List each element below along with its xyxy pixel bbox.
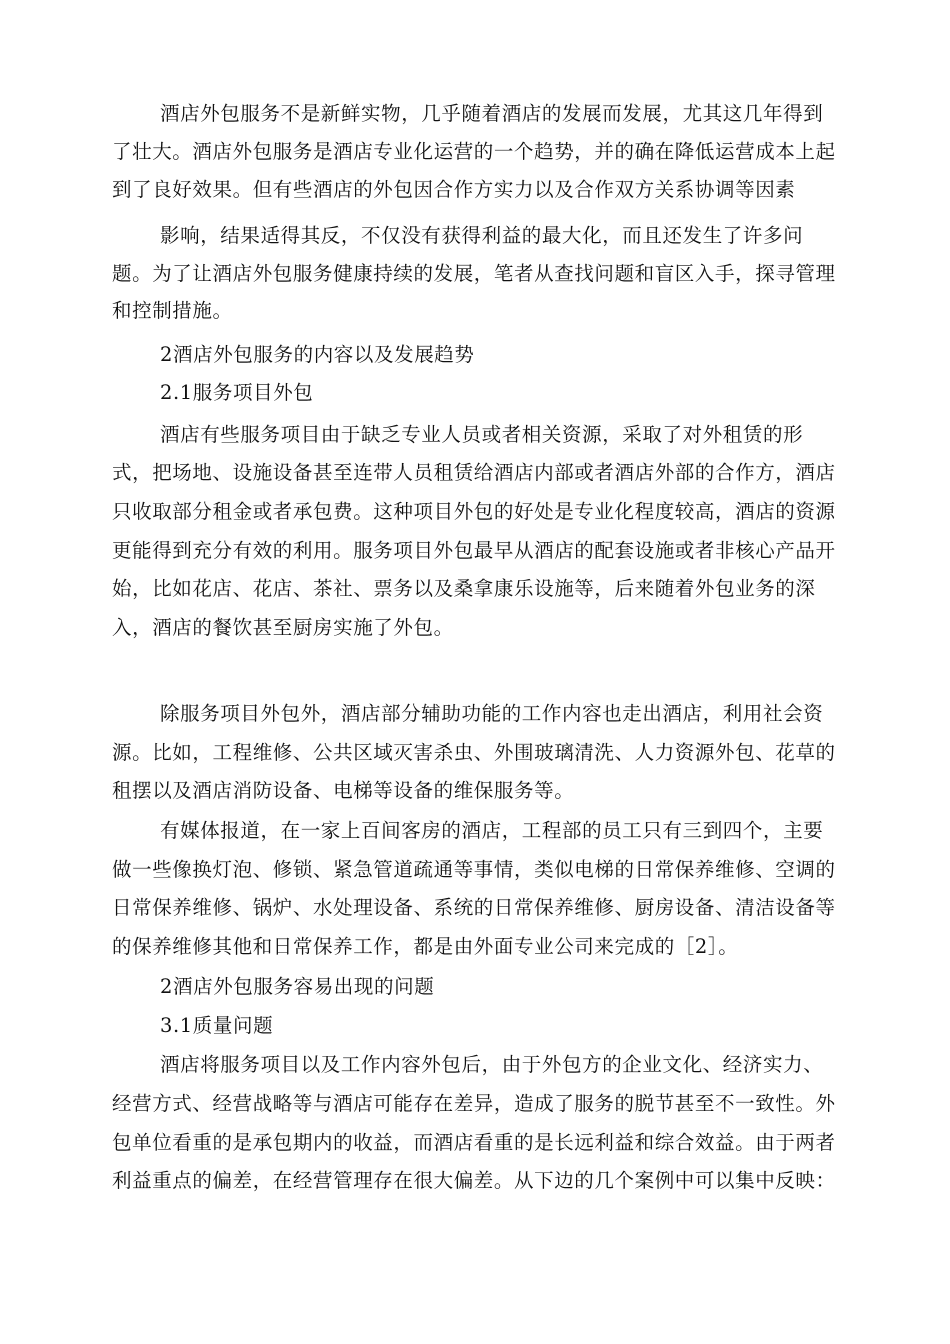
paragraph-line: 有媒体报道，在一家上百间客房的酒店，工程部的员工只有三到四个，主要 bbox=[160, 819, 824, 842]
paragraph-line: 利益重点的偏差，在经营管理存在很大偏差。从下边的几个案例中可以集中反映： bbox=[112, 1169, 836, 1192]
paragraph-line: 除服务项目外包外，酒店部分辅助功能的工作内容也走出酒店，利用社会资 bbox=[160, 702, 824, 725]
paragraph-line: 租摆以及酒店消防设备、电梯等设备的维保服务等。 bbox=[112, 779, 575, 802]
subsection-heading: 2.1服务项目外包 bbox=[160, 381, 314, 404]
section-heading: 2酒店外包服务的内容以及发展趋势 bbox=[160, 343, 475, 366]
paragraph-line: 更能得到充分有效的利用。服务项目外包最早从酒店的配套设施或者非核心产品开 bbox=[112, 539, 836, 562]
paragraph-line: 日常保养维修、锅炉、水处理设备、系统的日常保养维修、厨房设备、清洁设备等 bbox=[112, 896, 836, 919]
paragraph-line: 到了良好效果。但有些酒店的外包因合作方实力以及合作双方关系协调等因素 bbox=[112, 178, 796, 201]
subsection-heading: 3.1质量问题 bbox=[160, 1014, 274, 1037]
paragraph-line: 做一些像换灯泡、修锁、紧急管道疏通等事情，类似电梯的日常保养维修、空调的 bbox=[112, 858, 836, 881]
paragraph-line: 和控制措施。 bbox=[112, 299, 233, 322]
paragraph-line: 式，把场地、设施设备甚至连带人员租赁给酒店内部或者酒店外部的合作方，酒店 bbox=[112, 461, 836, 484]
paragraph-line: 酒店有些服务项目由于缺乏专业人员或者相关资源，采取了对外租赁的形 bbox=[160, 423, 804, 446]
paragraph-line: 入，酒店的餐饮甚至厨房实施了外包。 bbox=[112, 616, 454, 639]
paragraph-line: 题。为了让酒店外包服务健康持续的发展，笔者从查找问题和盲区入手，探寻管理 bbox=[112, 262, 836, 285]
paragraph-line: 了壮大。酒店外包服务是酒店专业化运营的一个趋势，并的确在降低运营成本上起 bbox=[112, 140, 836, 163]
paragraph-line: 的保养维修其他和日常保养工作，都是由外面专业公司来完成的［2］。 bbox=[112, 935, 739, 958]
paragraph-line: 影响，结果适得其反，不仅没有获得利益的最大化，而且还发生了许多问 bbox=[160, 224, 804, 247]
section-heading: 2酒店外包服务容易出现的问题 bbox=[160, 975, 435, 998]
paragraph-line: 源。比如，工程维修、公共区域灭害杀虫、外围玻璃清洗、人力资源外包、花草的 bbox=[112, 741, 836, 764]
paragraph-line: 酒店外包服务不是新鲜实物，几乎随着酒店的发展而发展，尤其这几年得到 bbox=[160, 102, 824, 125]
paragraph-line: 只收取部分租金或者承包费。这种项目外包的好处是专业化程度较高，酒店的资源 bbox=[112, 500, 836, 523]
paragraph-line: 酒店将服务项目以及工作内容外包后，由于外包方的企业文化、经济实力、 bbox=[160, 1053, 824, 1076]
paragraph-line: 始，比如花店、花店、茶社、票务以及桑拿康乐设施等，后来随着外包业务的深 bbox=[112, 577, 816, 600]
paragraph-line: 经营方式、经营战略等与酒店可能存在差异，造成了服务的脱节甚至不一致性。外 bbox=[112, 1092, 836, 1115]
paragraph-line: 包单位看重的是承包期内的收益，而酒店看重的是长远利益和综合效益。由于两者 bbox=[112, 1131, 836, 1154]
